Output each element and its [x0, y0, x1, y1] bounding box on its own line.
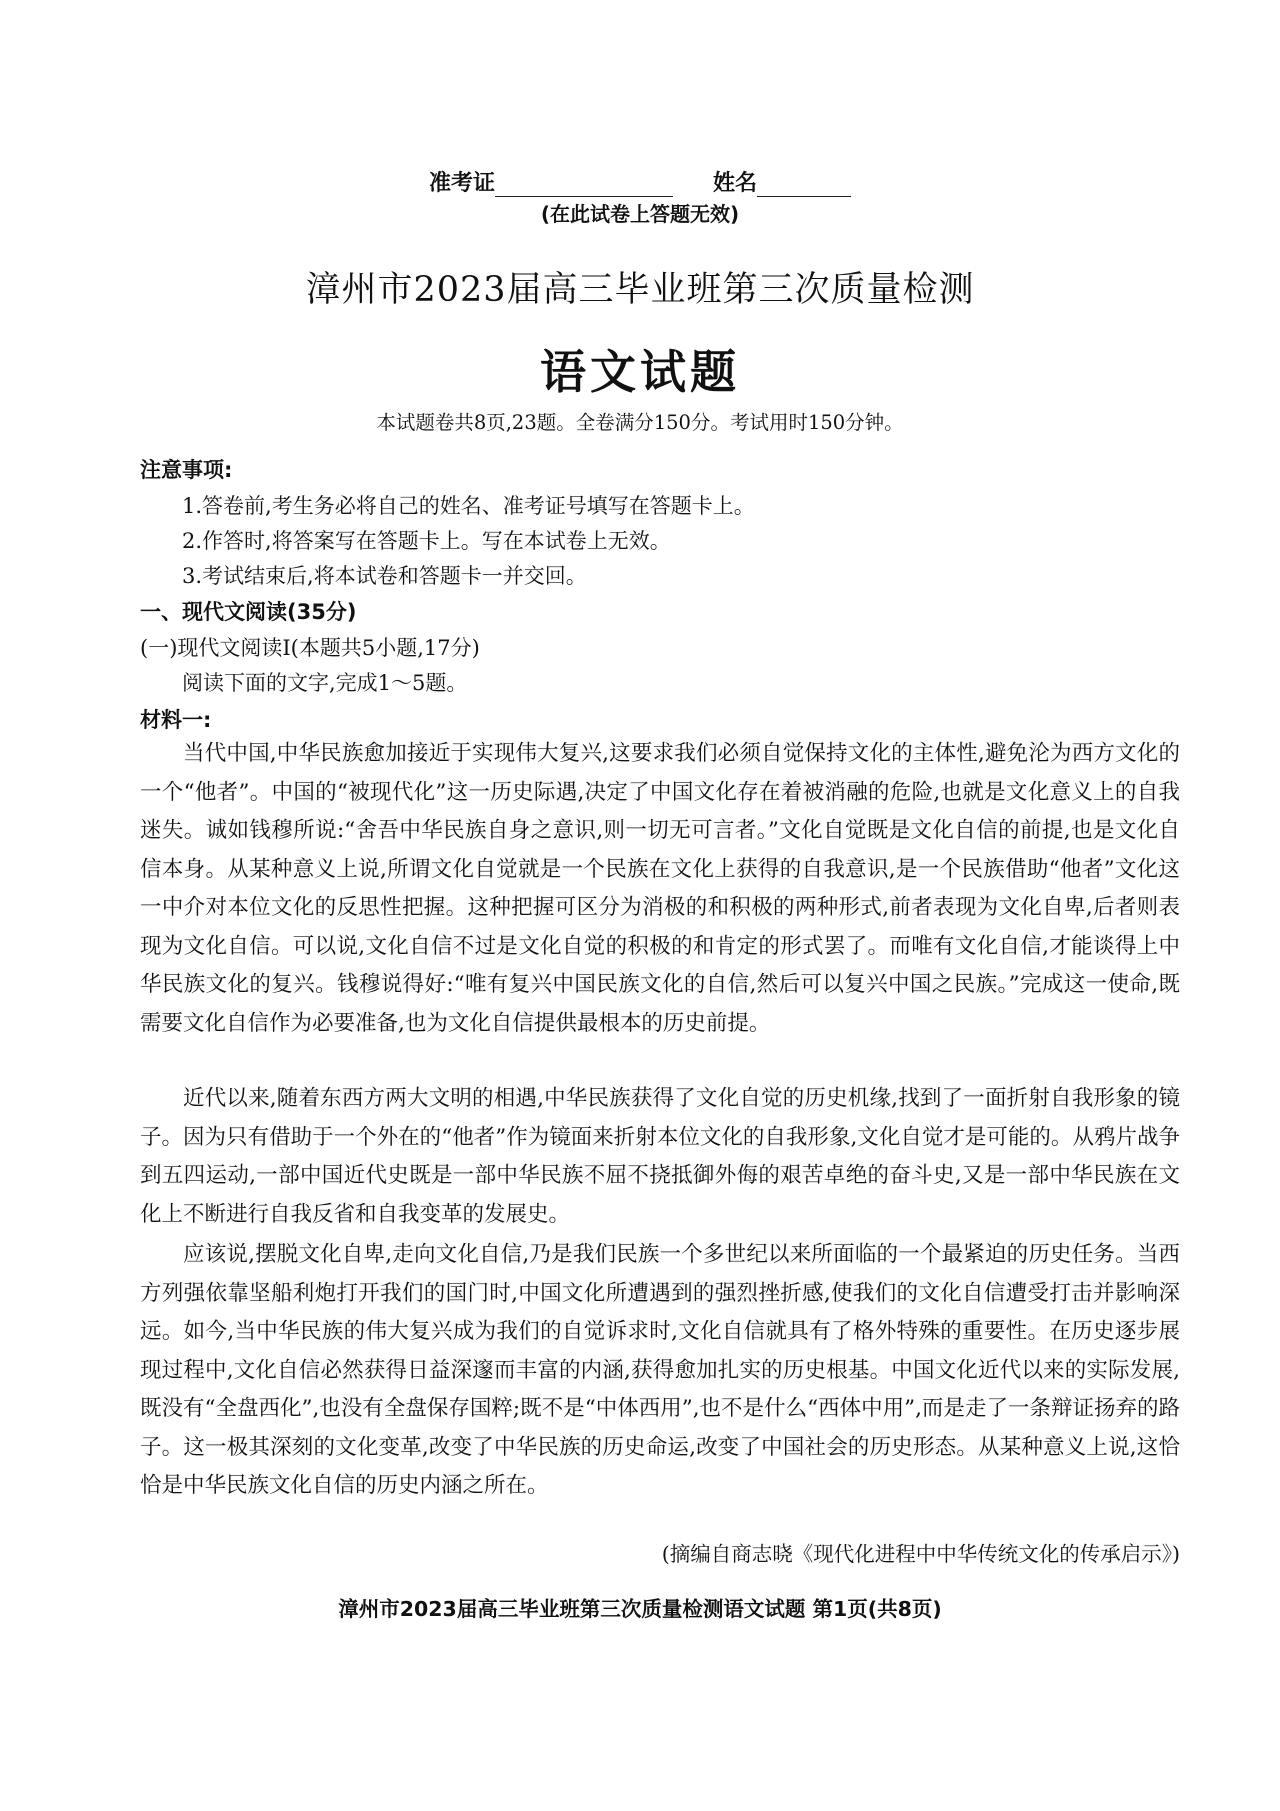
candidate-info-row	[0, 166, 1280, 197]
name-label: 姓名	[713, 171, 758, 196]
admission-number-label: 准考证	[428, 171, 495, 196]
instruction-item: 3.考试结束后,将本试卷和答题卡一并交回。	[182, 564, 587, 588]
instructions-heading: 注意事项:	[140, 458, 233, 482]
instruction-item: 1.答卷前,考生务必将自己的姓名、准考证号填写在答题卡上。	[182, 494, 755, 518]
material-label: 材料一:	[140, 708, 212, 732]
exam-title: 语文试题	[540, 345, 740, 399]
reading-direction: 阅读下面的文字,完成1～5题。	[182, 671, 468, 695]
section-heading: 一、现代文阅读(35分)	[140, 600, 357, 624]
instruction-item: 2.作答时,将答案写在答题卡上。写在本试卷上无效。	[182, 529, 671, 553]
exam-meta: 本试题卷共8页,23题。全卷满分150分。考试用时150分钟。	[376, 411, 904, 434]
section-subheading: (一)现代文阅读Ⅰ(本题共5小题,17分)	[140, 636, 480, 660]
passage-paragraph: 近代以来,随着东西方两大文明的相遇,中华民族获得了文化自觉的历史机缘,找到了一面折射自我形象的镜子。因为只有借助于一个外在的“他者”作为镜面来折射本位文化的自我形象,文化自觉才是可能的。从鸦片战争到五四运动,一部中国近代史既是一部中华民族不屈不挠抵御外侮的艰苦卓绝的奋斗史,又是一部中华民族在文化上不断进行自我反省和自我变革的发展史。	[140, 1086, 1180, 1227]
invalid-answer-notice: (在此试卷上答题无效)	[540, 202, 740, 226]
passage-paragraph: 当代中国,中华民族愈加接近于实现伟大复兴,这要求我们必须自觉保持文化的主体性,避免沦为西方文化的一个“他者”。中国的“被现代化”这一历史际遇,决定了中国文化存在着被消融的危险,也就是文化意义上的自我迷失。诚如钱穆所说:“舍吾中华民族自身之意识,则一切无可言者。”文化自觉既是文化自信的前提,也是文化自信本身。从某种意义上说,所谓文化自觉就是一个民族在文化上获得的自我意识,是一个民族借助“他者”文化这一中介对本位文化的反思性把握。这种把握可区分为消极的和积极的两种形式,前者表现为文化自卑,后者则表现为文化自信。可以说,文化自信不过是文化自觉的积极的和肯定的形式罢了。而唯有文化自信,才能谈得上中华民族文化的复兴。钱穆说得好:“唯有复兴中国民族文化的自信,然后可以复兴中国之民族。”完成这一使命,既需要文化自信作为必要准备,也为文化自信提供最根本的历史前提。	[140, 741, 1180, 1036]
exam-subtitle: 漳州市2023届高三毕业班第三次质量检测	[305, 270, 975, 310]
passage-source: (摘编自商志晓《现代化进程中中华传统文化的传承启示》)	[661, 1542, 1180, 1566]
passage-paragraph: 应该说,摆脱文化自卑,走向文化自信,乃是我们民族一个多世纪以来所面临的一个最紧迫的历史任务。当西方列强依靠坚船利炮打开我们的国门时,中国文化所遭遇到的强烈挫折感,使我们的文化自信遭受打击并影响深远。如今,当中华民族的伟大复兴成为我们的自觉诉求时,文化自信就具有了格外特殊的重要性。在历史逐步展现过程中,文化自信必然获得日益深邃而丰富的内涵,获得愈加扎实的历史根基。中国文化近代以来的实际发展,既没有“全盘西化”,也没有全盘保存国粹;既不是“中体西用”,也不是什么“西体中用”,而是走了一条辩证扬弃的路子。这一极其深刻的文化变革,改变了中华民族的历史命运,改变了中国社会的历史形态。从某种意义上说,这恰恰是中华民族文化自信的历史内涵之所在。	[140, 1242, 1180, 1498]
admission-number-blank	[495, 174, 673, 197]
name-blank	[757, 174, 851, 197]
page-footer: 漳州市2023届高三毕业班第三次质量检测语文试题 第1页(共8页)	[338, 1597, 942, 1621]
